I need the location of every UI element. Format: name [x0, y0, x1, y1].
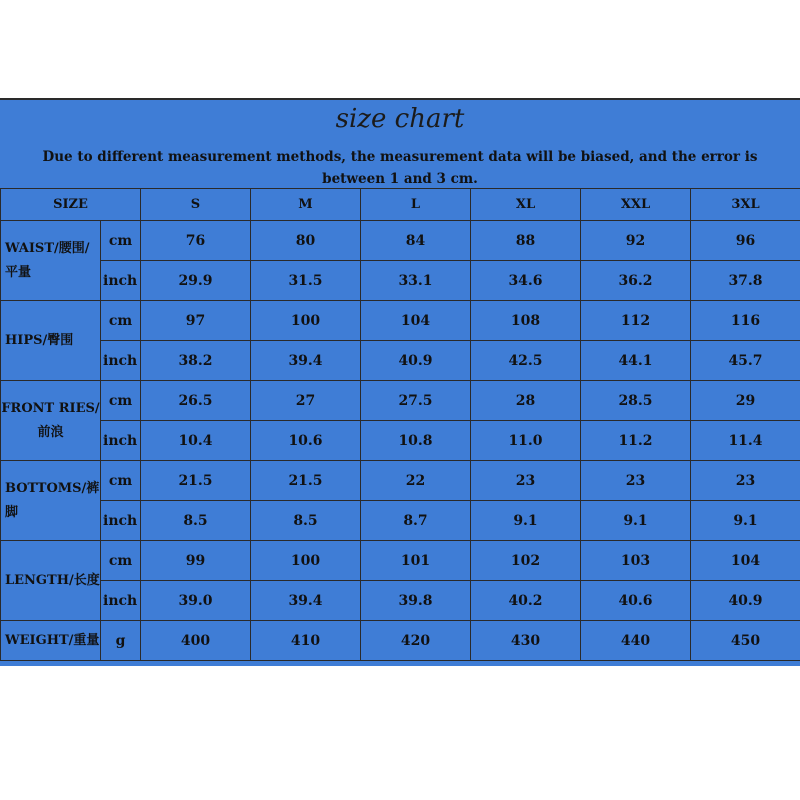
measurement-category: FRONT RIES/前浪 [1, 381, 101, 461]
value-cell: 116 [691, 301, 800, 341]
table-row [1, 541, 800, 581]
chart-title: size chart [335, 104, 465, 134]
value-cell: 22 [361, 461, 471, 501]
value-cell: 10.8 [361, 421, 471, 461]
unit-cell: inch [101, 421, 141, 461]
value-cell: 84 [361, 221, 471, 261]
value-cell: 97 [141, 301, 251, 341]
table-row [1, 381, 800, 421]
value-cell: 100 [251, 301, 361, 341]
value-cell: 28 [471, 381, 581, 421]
value-cell: 96 [691, 221, 800, 261]
measurement-category: WAIST/腰围/平量 [1, 221, 101, 301]
measurement-category: LENGTH/长度 [1, 541, 101, 621]
value-cell: 38.2 [141, 341, 251, 381]
value-cell: 8.5 [141, 501, 251, 541]
value-cell: 104 [361, 301, 471, 341]
measurement-category: HIPS/臀围 [1, 301, 101, 381]
value-cell: 39.8 [361, 581, 471, 621]
size-header-cell: M [251, 189, 361, 221]
value-cell: 29 [691, 381, 800, 421]
size-header-cell: S [141, 189, 251, 221]
table-header-row [1, 189, 800, 221]
table-row [1, 301, 800, 341]
unit-cell: cm [101, 461, 141, 501]
unit-cell: cm [101, 301, 141, 341]
value-cell: 27.5 [361, 381, 471, 421]
value-cell: 28.5 [581, 381, 691, 421]
value-cell: 11.0 [471, 421, 581, 461]
value-cell: 112 [581, 301, 691, 341]
table-row [1, 221, 800, 261]
value-cell: 8.5 [251, 501, 361, 541]
table-row [1, 421, 800, 461]
value-cell: 27 [251, 381, 361, 421]
value-cell: 21.5 [141, 461, 251, 501]
value-cell: 39.4 [251, 341, 361, 381]
value-cell: 103 [581, 541, 691, 581]
table-row [1, 341, 800, 381]
unit-cell: inch [101, 581, 141, 621]
value-cell: 21.5 [251, 461, 361, 501]
size-table [0, 188, 800, 661]
value-cell: 9.1 [581, 501, 691, 541]
value-cell: 10.6 [251, 421, 361, 461]
measurement-category: BOTTOMS/裤脚 [1, 461, 101, 541]
measurement-note: Due to different measurement methods, the measurement data will be biased, and the error is between 1 and 3 cm. [42, 149, 758, 187]
value-cell: 45.7 [691, 341, 800, 381]
value-cell: 37.8 [691, 261, 800, 301]
unit-cell: g [101, 621, 141, 661]
value-cell: 23 [581, 461, 691, 501]
value-cell: 9.1 [471, 501, 581, 541]
measurement-category: WEIGHT/重量 [1, 621, 101, 661]
table-row [1, 581, 800, 621]
table-row [1, 461, 800, 501]
unit-cell: cm [101, 541, 141, 581]
value-cell: 410 [251, 621, 361, 661]
value-cell: 34.6 [471, 261, 581, 301]
unit-cell: cm [101, 221, 141, 261]
value-cell: 31.5 [251, 261, 361, 301]
unit-cell: inch [101, 501, 141, 541]
value-cell: 99 [141, 541, 251, 581]
value-cell: 104 [691, 541, 800, 581]
table-row [1, 501, 800, 541]
value-cell: 36.2 [581, 261, 691, 301]
value-cell: 440 [581, 621, 691, 661]
value-cell: 10.4 [141, 421, 251, 461]
unit-cell: cm [101, 381, 141, 421]
value-cell: 76 [141, 221, 251, 261]
value-cell: 11.4 [691, 421, 800, 461]
value-cell: 29.9 [141, 261, 251, 301]
size-header-label: SIZE [1, 189, 141, 221]
value-cell: 33.1 [361, 261, 471, 301]
value-cell: 40.2 [471, 581, 581, 621]
value-cell: 44.1 [581, 341, 691, 381]
value-cell: 9.1 [691, 501, 800, 541]
size-header-cell: L [361, 189, 471, 221]
value-cell: 11.2 [581, 421, 691, 461]
value-cell: 26.5 [141, 381, 251, 421]
value-cell: 39.0 [141, 581, 251, 621]
value-cell: 400 [141, 621, 251, 661]
table-row [1, 261, 800, 301]
value-cell: 40.6 [581, 581, 691, 621]
value-cell: 101 [361, 541, 471, 581]
value-cell: 40.9 [361, 341, 471, 381]
value-cell: 430 [471, 621, 581, 661]
size-header-cell: XXL [581, 189, 691, 221]
size-chart-panel [0, 98, 800, 666]
value-cell: 450 [691, 621, 800, 661]
value-cell: 88 [471, 221, 581, 261]
value-cell: 42.5 [471, 341, 581, 381]
value-cell: 108 [471, 301, 581, 341]
value-cell: 23 [471, 461, 581, 501]
size-header-cell: XL [471, 189, 581, 221]
value-cell: 92 [581, 221, 691, 261]
value-cell: 40.9 [691, 581, 800, 621]
value-cell: 80 [251, 221, 361, 261]
unit-cell: inch [101, 261, 141, 301]
value-cell: 39.4 [251, 581, 361, 621]
table-row [1, 621, 800, 661]
size-header-cell: 3XL [691, 189, 800, 221]
value-cell: 100 [251, 541, 361, 581]
value-cell: 420 [361, 621, 471, 661]
value-cell: 102 [471, 541, 581, 581]
value-cell: 23 [691, 461, 800, 501]
unit-cell: inch [101, 341, 141, 381]
value-cell: 8.7 [361, 501, 471, 541]
